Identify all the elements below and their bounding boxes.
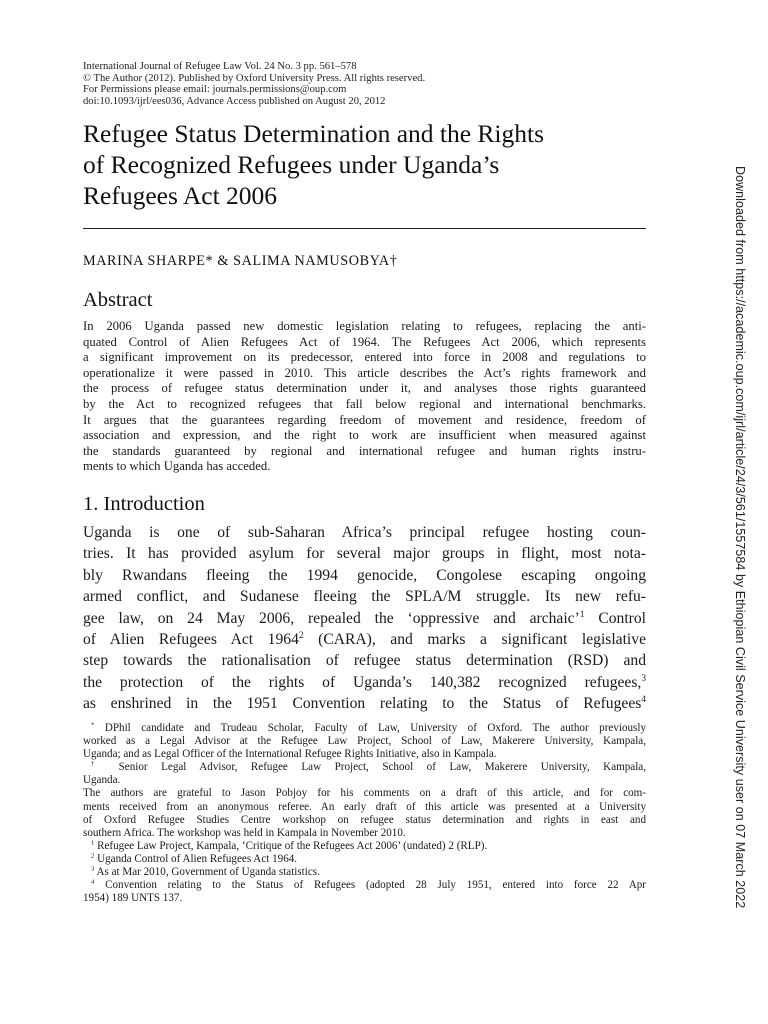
body-text: the protection of the rights of Uganda’s 140,382 recognized refugees, bbox=[83, 673, 642, 691]
footnote-mark: 1 bbox=[91, 839, 95, 847]
footnote-mark: 2 bbox=[91, 852, 95, 860]
body-text: (CARA), and marks a significant legislative bbox=[303, 631, 646, 649]
footnote-text: Senior Legal Advisor, Refugee Law Project, School of Law, Makerere University, Kampala, bbox=[105, 761, 647, 774]
body-line: step towards the rationalisation of refugee status determination (RSD) and bbox=[83, 652, 646, 670]
abstract-line: It argues that the guarantees regarding freedom of movement and residence, freedom of bbox=[83, 412, 646, 427]
section-heading-introduction: 1. Introduction bbox=[83, 493, 205, 515]
body-text: gee law, on 24 May 2006, repealed the ‘oppressive and archaic’ bbox=[83, 609, 580, 627]
abstract-line: ments to which Uganda has acceded. bbox=[83, 459, 271, 474]
abstract-line: In 2006 Uganda passed new domestic legislation relating to refugees, replacing the anti- bbox=[83, 319, 646, 333]
footnotes bbox=[83, 722, 646, 905]
abstract-line: by the Act to recognized refugees that fall below regional and international benchmarks. bbox=[83, 396, 646, 411]
footnote-line bbox=[83, 761, 646, 774]
footnote-line bbox=[83, 840, 646, 853]
footnote-mark: 4 bbox=[91, 878, 95, 886]
footnote-mark: 3 bbox=[91, 865, 95, 873]
abstract-line: association and expression, and the right to work are insufficient when measured against bbox=[83, 428, 646, 443]
permissions-line: For Permissions please email: journals.permissions@oup.com bbox=[83, 84, 347, 96]
abstract-line: quated Control of Alien Refugees Act of 1964. The Refugees Act 2006, which represents bbox=[83, 334, 646, 349]
body-line bbox=[83, 629, 646, 650]
footnote-ref-2[interactable]: 2 bbox=[298, 630, 304, 641]
body-line bbox=[83, 693, 646, 714]
body-line: bly Rwandans fleeing the 1994 genocide, Congolese escaping ongoing bbox=[83, 566, 646, 584]
footnote-line bbox=[83, 879, 646, 892]
introduction-body bbox=[83, 522, 646, 715]
footnote-text: Refugee Law Project, Kampala, ‘Critique of the Refugees Act 2006’ (undated) 2 (RLP). bbox=[94, 839, 488, 852]
footnote-ref-4[interactable]: 4 bbox=[641, 695, 646, 706]
footnote-line: ments received from an anonymous referee. An early draft of this article was presented at a University bbox=[83, 800, 646, 813]
copyright-line: © The Author (2012). Published by Oxford University Press. All rights reserved. bbox=[83, 72, 426, 84]
doi-line: doi:10.1093/ijrl/ees036, Advance Access published on August 20, 2012 bbox=[83, 95, 386, 107]
title-line: Refugee Status Determination and the Rights bbox=[83, 119, 545, 148]
footnote-text: Uganda Control of Alien Refugees Act 1964. bbox=[94, 852, 298, 865]
abstract-heading: Abstract bbox=[83, 289, 153, 311]
body-line: tries. It has provided asylum for several major groups in flight, most nota- bbox=[83, 545, 646, 563]
footnote-mark: † bbox=[91, 760, 106, 768]
footnote-text: Convention relating to the Status of Refugees (adopted 28 July 1951, entered into force 22 Apr bbox=[94, 879, 646, 892]
body-line bbox=[83, 608, 646, 629]
abstract-body bbox=[83, 319, 646, 475]
footnote-line bbox=[83, 722, 646, 735]
footnote-line: southern Africa. The workshop was held in Kampala in November 2010. bbox=[83, 826, 406, 839]
footnote-line: worked as a Legal Advisor at the Refugee Law Project, School of Law, Makerere University, Kampala, bbox=[83, 735, 646, 748]
download-watermark: Downloaded from https://academic.oup.com/ijrl/article/24/3/561/1557584 by Ethiopian Civil Service University user on 07 March 2022 bbox=[733, 166, 747, 909]
abstract-line: a significant improvement on its predecessor, entered into force in 2008 and regulations to bbox=[83, 350, 646, 365]
footnote-line bbox=[83, 866, 646, 879]
footnote-mark: * bbox=[91, 721, 95, 729]
footnote-line: The authors are grateful to Jason Pobjoy for his comments on a draft of this article, and for com- bbox=[83, 787, 646, 800]
abstract-line: the standards guaranteed by regional and international refugee and human rights instru- bbox=[83, 443, 646, 458]
authors: MARINA SHARPE* & SALIMA NAMUSOBYA† bbox=[83, 253, 398, 269]
footnote-text: As at Mar 2010, Government of Uganda statistics. bbox=[94, 866, 320, 879]
body-text: Control bbox=[584, 609, 646, 627]
footnote-text: DPhil candidate and Trudeau Scholar, Faculty of Law, University of Oxford. The author previously bbox=[94, 722, 646, 734]
footnote-line: of Oxford Refugee Studies Centre workshop on refugee status determination and rights in east and bbox=[83, 813, 646, 826]
body-line: Uganda is one of sub-Saharan Africa’s principal refugee hosting coun- bbox=[83, 524, 646, 541]
abstract-line: the process of refugee status determination under it, and analyses those rights guaranteed bbox=[83, 381, 646, 396]
footnote-line: Uganda; and as Legal Officer of the International Refugee Rights Initiative, also in Kampala. bbox=[83, 748, 497, 761]
title-divider bbox=[83, 228, 646, 229]
title-line: of Recognized Refugees under Uganda’s bbox=[83, 150, 500, 179]
footnote-line bbox=[83, 853, 646, 866]
journal-metadata bbox=[83, 61, 646, 107]
article-title bbox=[83, 118, 646, 211]
body-line: armed conflict, and Sudanese fleeing the SPLA/M struggle. Its new refu- bbox=[83, 588, 646, 606]
journal-citation: International Journal of Refugee Law Vol. 24 No. 3 pp. 561–578 bbox=[83, 61, 357, 72]
title-line: Refugees Act 2006 bbox=[83, 181, 278, 210]
footnote-ref-3[interactable]: 3 bbox=[641, 673, 646, 684]
body-text: of Alien Refugees Act 1964 bbox=[83, 631, 299, 649]
footnote-line: Uganda. bbox=[83, 774, 121, 787]
body-text: as enshrined in the 1951 Convention relating to the Status of Refugees bbox=[83, 695, 642, 713]
footnote-line: 1954) 189 UNTS 137. bbox=[83, 892, 183, 905]
footnote-ref-1[interactable]: 1 bbox=[579, 609, 585, 620]
body-line bbox=[83, 672, 646, 693]
abstract-line: operationalize it were passed in 2010. This article describes the Act’s rights framework and bbox=[83, 365, 646, 380]
